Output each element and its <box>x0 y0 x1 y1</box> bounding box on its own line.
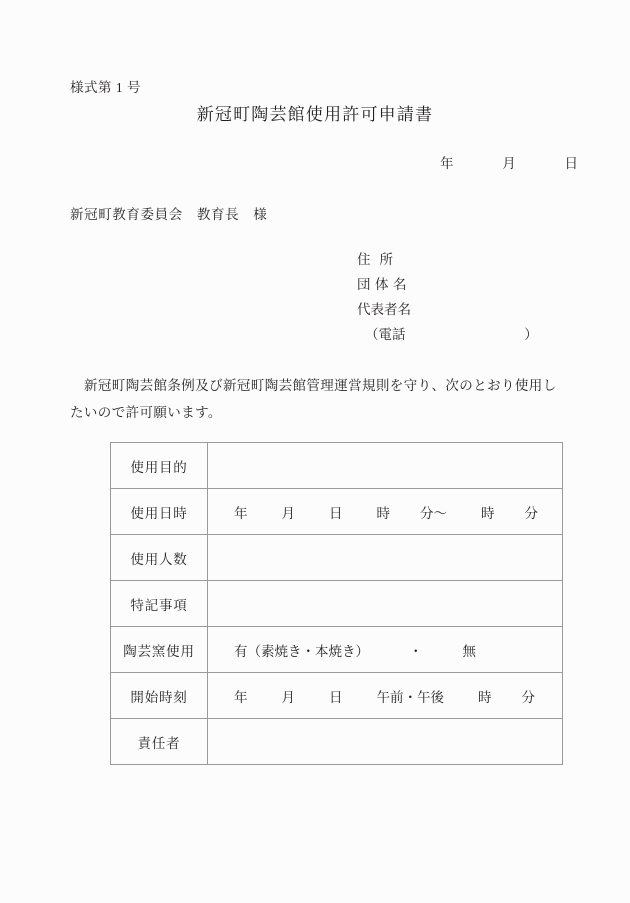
application-details-table <box>110 442 563 765</box>
table-row <box>111 535 563 581</box>
body-paragraph: 新冠町陶芸館条例及び新冠町陶芸館管理運営規則を守り、次のとおり使用したいので許可願います。 <box>70 378 557 420</box>
applicant-group-label: 団体名 <box>357 277 411 292</box>
row-value-datetime[interactable] <box>208 489 563 535</box>
applicant-telephone-close-paren: ） <box>524 327 538 342</box>
start-minute-label: 分 <box>521 689 535 705</box>
start-year-label: 年 <box>234 689 248 705</box>
kiln-use-no-option[interactable]: 無 <box>462 643 476 659</box>
date-year-label: 年 <box>440 156 454 171</box>
applicant-address-row <box>357 247 538 272</box>
table-row <box>111 627 563 673</box>
applicant-telephone-row <box>357 322 538 347</box>
row-value-remarks[interactable] <box>208 581 563 627</box>
form-number-label: 様式第 1 号 <box>70 80 141 95</box>
date-month-label: 月 <box>502 156 516 171</box>
applicant-telephone-label: （電話 <box>365 327 406 342</box>
applicant-representative-label: 代表者名 <box>357 302 411 317</box>
datetime-day-label: 日 <box>329 505 343 521</box>
date-day-label: 日 <box>564 156 578 171</box>
row-value-purpose[interactable] <box>208 443 563 489</box>
table-row <box>111 673 563 719</box>
kiln-use-separator: ・ <box>409 643 423 659</box>
start-month-label: 月 <box>281 689 295 705</box>
page-title: 新冠町陶芸館使用許可申請書 <box>196 105 434 124</box>
applicant-representative-row <box>357 297 538 322</box>
datetime-minute-to-label: 分 <box>524 505 538 521</box>
addressee-line: 新冠町教育委員会 教育長 様 <box>70 207 268 222</box>
start-ampm-option[interactable]: 午前・午後 <box>376 689 444 705</box>
datetime-hour-to-label: 時 <box>481 505 495 521</box>
table-row <box>111 443 563 489</box>
start-hour-label: 時 <box>478 689 492 705</box>
row-label-purpose: 使用目的 <box>111 443 208 489</box>
table-row <box>111 489 563 535</box>
datetime-month-label: 月 <box>281 505 295 521</box>
applicant-group-row <box>357 272 538 297</box>
table-row <box>111 581 563 627</box>
datetime-hour-label: 時 <box>376 505 390 521</box>
start-day-label: 日 <box>329 689 343 705</box>
row-value-responsible-person[interactable] <box>208 719 563 765</box>
datetime-minute-from-label: 分～ <box>420 505 447 521</box>
row-value-start-time[interactable] <box>208 673 563 719</box>
row-label-start-time: 開始時刻 <box>111 673 208 719</box>
kiln-use-yes-option[interactable]: 有（素焼き・本焼き） <box>234 643 369 659</box>
row-value-attendance[interactable] <box>208 535 563 581</box>
applicant-block <box>357 247 538 347</box>
date-entry-line <box>440 152 578 172</box>
applicant-address-label: 住所 <box>357 252 402 267</box>
table-row <box>111 719 563 765</box>
row-label-kiln-use: 陶芸窯使用 <box>111 627 208 673</box>
row-label-datetime: 使用日時 <box>111 489 208 535</box>
row-value-kiln-use[interactable] <box>208 627 563 673</box>
row-label-attendance: 使用人数 <box>111 535 208 581</box>
datetime-year-label: 年 <box>234 505 248 521</box>
row-label-responsible-person: 責任者 <box>111 719 208 765</box>
row-label-remarks: 特記事項 <box>111 581 208 627</box>
